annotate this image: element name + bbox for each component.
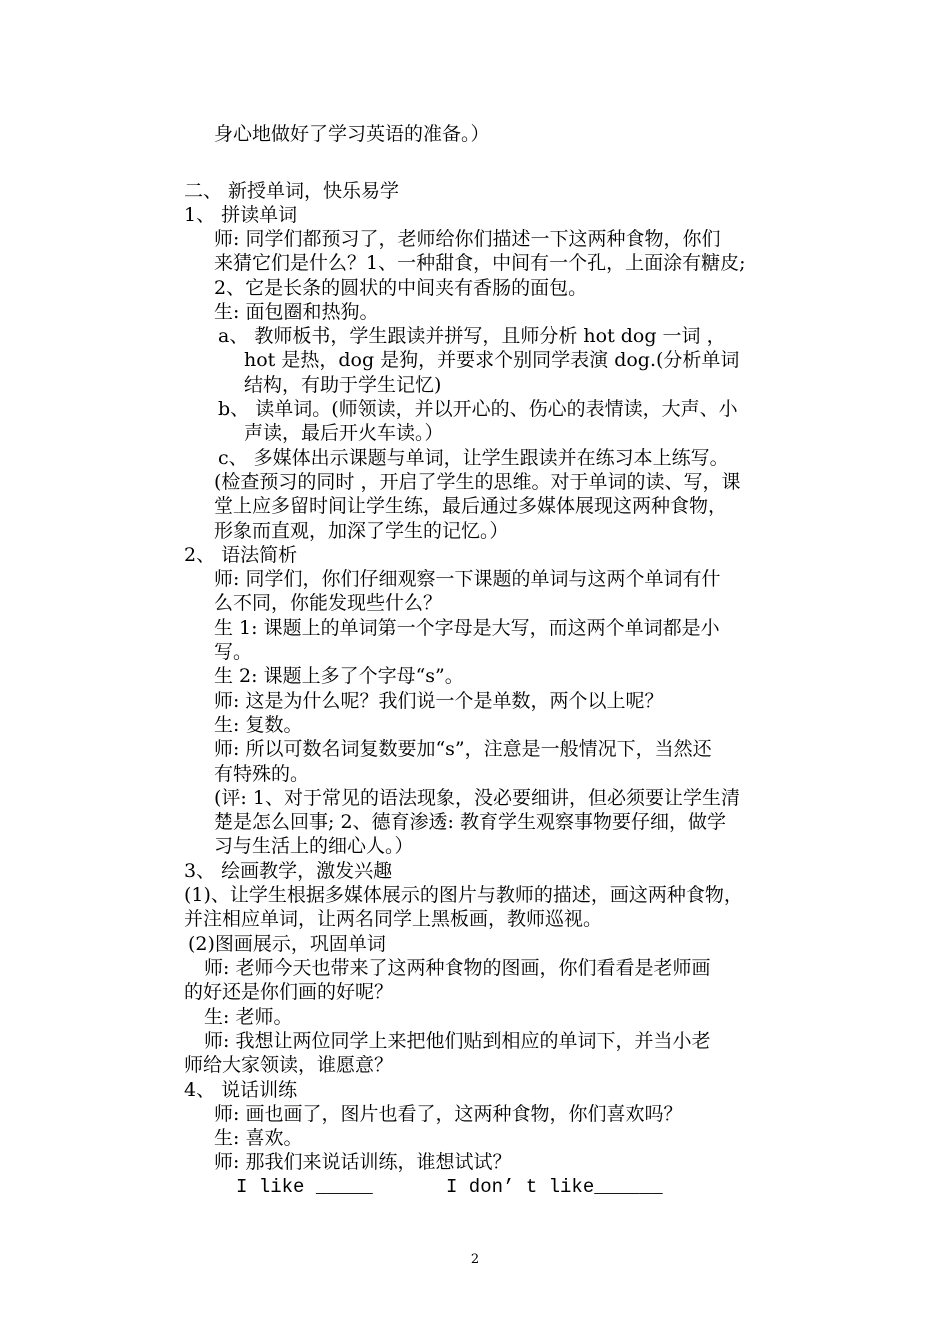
text-line: 生: 喜欢。 xyxy=(214,1127,303,1149)
text-line: 并注相应单词，让两名同学上黑板画，教师巡视。 xyxy=(184,908,603,930)
text-line: a、 教师板书，学生跟读并拼写，且师分析 hot dog 一词 ， xyxy=(218,325,726,347)
text-line: 师给大家领读，谁愿意？ xyxy=(184,1054,394,1076)
practice-sentence-like: I like _____ xyxy=(236,1176,373,1198)
subsection-heading: 1、 拼读单词 xyxy=(184,204,298,226)
text-line: 堂上应多留时间让学生练，最后通过多媒体展现这两种食物， xyxy=(214,495,728,517)
text-line: 师: 同学们，你们仔细观察一下课题的单词与这两个单词有什 xyxy=(214,568,721,590)
text-line: hot 是热，dog 是狗，并要求个别同学表演 dog.(分析单词 xyxy=(244,349,740,371)
practice-sentence-dislike: I don’ t like______ xyxy=(446,1176,663,1198)
text-line: 声读，最后开火车读。） xyxy=(244,422,444,444)
text-line: b、 读单词。(师领读，并以开心的、伤心的表情读，大声、小 xyxy=(218,398,738,420)
text-line: 楚是怎么回事; 2、德育渗透: 教育学生观察事物要仔细，做学 xyxy=(214,811,726,833)
text-line: 结构，有助于学生记忆) xyxy=(244,374,442,396)
text-line: 生 2: 课题上多了个字母“s”。 xyxy=(214,665,464,687)
text-line: 的好还是你们画的好呢？ xyxy=(184,981,394,1003)
text-line: 生: 复数。 xyxy=(214,714,303,736)
text-line: (评: 1、对于常见的语法现象，没必要细讲，但必须要让学生清 xyxy=(214,787,740,809)
subsection-heading: 3、 绘画教学，激发兴趣 xyxy=(184,860,393,882)
text-line: (检查预习的同时 ，开启了学生的思维。对于单词的读、写，课 xyxy=(214,471,741,493)
text-line: (1)、让学生根据多媒体展示的图片与教师的描述，画这两种食物， xyxy=(184,884,743,906)
text-line: 身心地做好了学习英语的准备。） xyxy=(214,123,490,145)
text-line: 师: 老师今天也带来了这两种食物的图画，你们看看是老师画 xyxy=(204,957,711,979)
text-line: 师: 这是为什么呢？我们说一个是单数，两个以上呢？ xyxy=(214,690,664,712)
text-line: 师: 同学们都预习了，老师给你们描述一下这两种食物，你们 xyxy=(214,228,721,250)
page-number: 2 xyxy=(470,1252,480,1267)
subsection-heading: 4、 说话训练 xyxy=(184,1079,298,1101)
text-line: 来猜它们是什么？1、一种甜食，中间有一个孔，上面涂有糖皮; xyxy=(214,252,746,274)
text-line: 生: 面包圈和热狗。 xyxy=(214,301,379,323)
subsection-heading: 2、 语法简析 xyxy=(184,544,298,566)
text-line: 师: 我想让两位同学上来把他们贴到相应的单词下，并当小老 xyxy=(204,1030,711,1052)
text-line: 师: 那我们来说话训练，谁想试试？ xyxy=(214,1151,512,1173)
section-heading: 二、 新授单词，快乐易学 xyxy=(184,180,400,202)
text-line: 师: 画也画了，图片也看了，这两种食物，你们喜欢吗？ xyxy=(214,1103,683,1125)
text-line: 2、它是长条的圆状的中间夹有香肠的面包。 xyxy=(214,277,588,299)
text-line: (2)图画展示，巩固单词 xyxy=(188,933,386,955)
text-line: c、 多媒体出示课题与单词，让学生跟读并在练习本上练写。 xyxy=(218,447,729,469)
text-line: 生: 老师。 xyxy=(204,1006,293,1028)
text-line: 师: 所以可数名词复数要加“s”，注意是一般情况下，当然还 xyxy=(214,738,712,760)
text-line: 习与生活上的细心人。） xyxy=(214,835,414,857)
text-line: 有特殊的。 xyxy=(214,763,310,785)
text-line: 形象而直观，加深了学生的记忆。） xyxy=(214,520,509,542)
text-line: 生 1: 课题上的单词第一个字母是大写，而这两个单词都是小 xyxy=(214,617,720,639)
text-line: 写。 xyxy=(214,641,253,663)
text-line: 么不同，你能发现些什么？ xyxy=(214,592,443,614)
